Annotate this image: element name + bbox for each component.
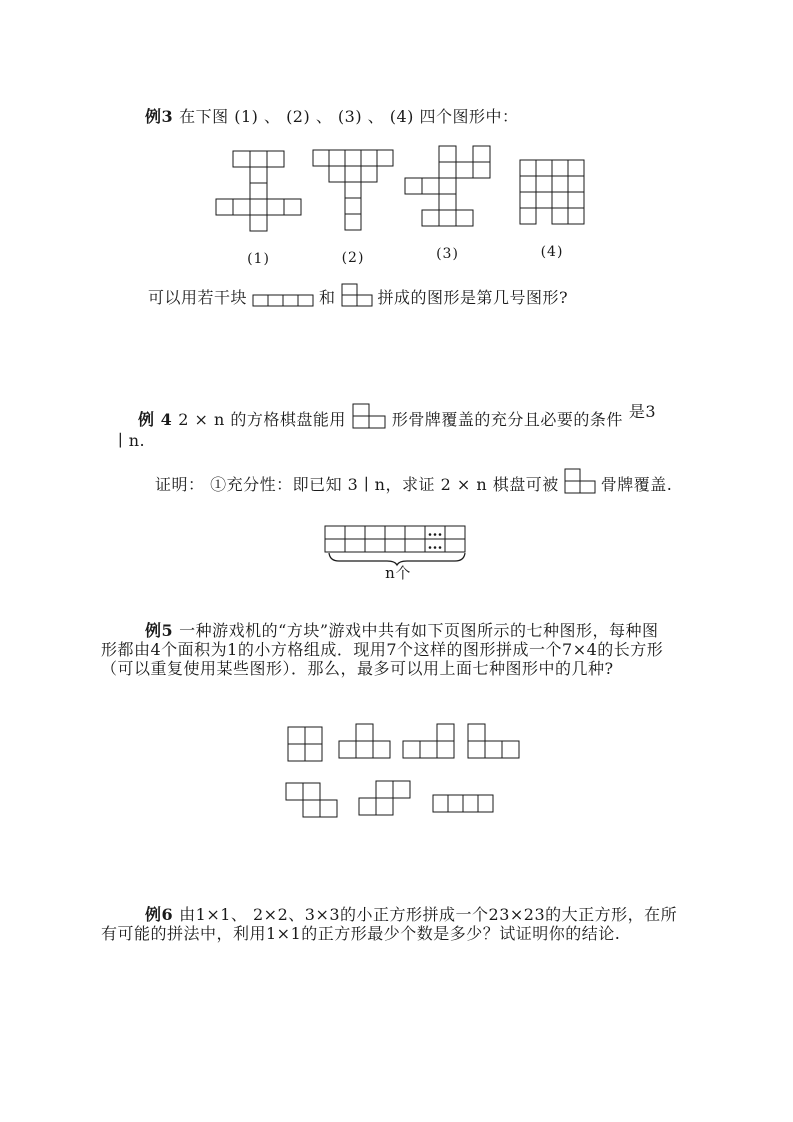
strip-1x4-piece: [252, 294, 314, 307]
example4-line2: ∣ n.: [118, 431, 146, 450]
tetromino-i: [432, 794, 494, 813]
example4-number: 例 4: [138, 410, 173, 429]
l-tromino-piece: [341, 283, 373, 307]
tetromino-z: [285, 782, 338, 818]
example3-question: [148, 283, 568, 308]
example5-number: 例5: [145, 621, 174, 640]
figure-2-label: (2): [341, 250, 365, 266]
example6-line1: [145, 904, 677, 925]
example6-text-1: 由1×1、 2×2、3×3的小正方形拼成一个23×23的大正方形，在所: [179, 905, 678, 924]
example4-proof: [155, 468, 672, 495]
example4-text-1: 2 × n 的方格棋盘能用: [178, 410, 346, 429]
figure-2-polyomino: [312, 149, 394, 231]
l-tromino-piece: [564, 468, 596, 494]
question-text-2: 和: [319, 288, 336, 307]
proof-text-1: 证明： ①充分性：即已知 3 ∣ n，求证 2 × n 棋盘可被: [155, 475, 559, 494]
l-tromino-piece: [352, 403, 386, 429]
example5-text-1: 一种游戏机的“方块”游戏中共有如下页图所示的七种图形，每种图: [179, 621, 659, 640]
example5-line3: （可以重复使用某些图形）．那么，最多可以用上面七种图形中的几种?: [101, 659, 614, 678]
example6-line2: 有可能的拼法中，利用1×1的正方形最少个数是多少？试证明你的结论.: [101, 924, 621, 943]
tetromino-j: [402, 723, 455, 759]
example4-text-2: 形骨牌覆盖的充分且必要的条件: [391, 410, 623, 429]
example5-line2: 形都由4个面积为1的小方格组成．现用7个这样的图形拼成一个7×4的长方形: [101, 640, 664, 659]
example5-line1: [145, 620, 659, 641]
figure-1: [215, 150, 302, 270]
figure-2: [312, 149, 394, 269]
figure-1-polyomino: [215, 150, 302, 232]
tetromino-s: [358, 780, 411, 816]
example4-line1: [138, 403, 656, 430]
figure-3-polyomino: [404, 145, 491, 227]
tetromino-t: [338, 723, 391, 759]
figure-3-label: (3): [436, 246, 459, 262]
board-2xn: [324, 525, 466, 553]
example4-superscript: 是3: [628, 402, 657, 421]
example3-heading: [145, 106, 519, 127]
example6-number: 例6: [145, 905, 174, 924]
figure-1-label: (1): [247, 251, 270, 267]
figure-4: [519, 159, 585, 263]
question-text-1: 可以用若干块: [148, 288, 248, 307]
tetromino-l: [467, 723, 520, 759]
tetromino-o: [287, 726, 323, 762]
figure-4-label: (4): [540, 244, 564, 260]
figure-4-polyomino: [519, 159, 585, 225]
proof-text-2: 骨牌覆盖.: [600, 475, 673, 494]
example3-number: 例3: [145, 107, 174, 126]
question-text-3: 拼成的图形是第几号图形?: [377, 288, 569, 307]
example3-title: 在下图 (1) 、 (2) 、 (3) 、 (4) 四个图形中：: [179, 107, 519, 126]
board-n-label: n个: [385, 564, 411, 582]
figure-3: [404, 145, 491, 265]
